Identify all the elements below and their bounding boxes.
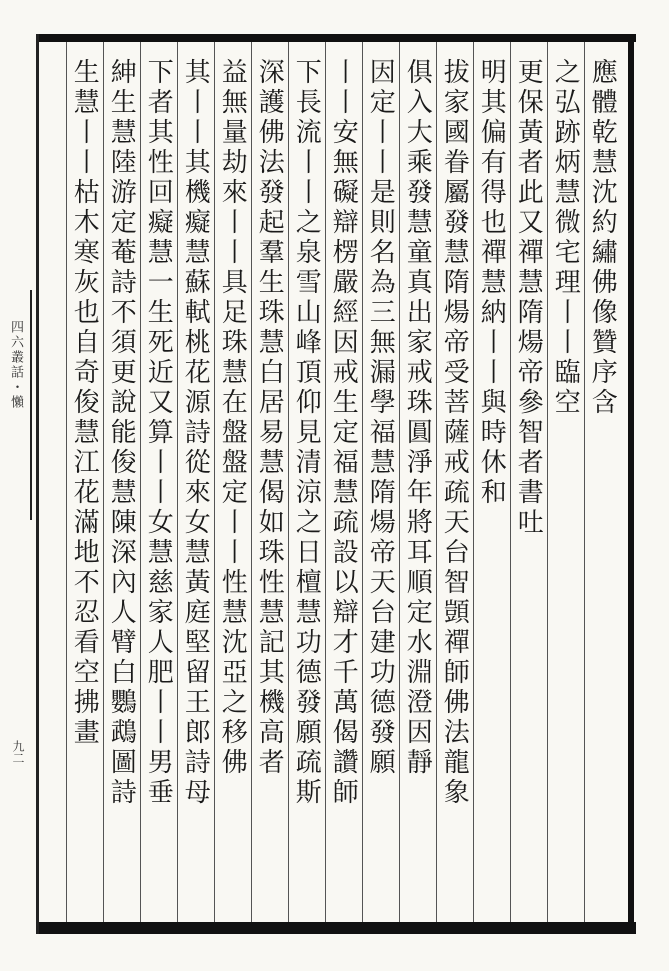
text-column: 拔家國眷屬發慧隋煬帝受菩薩戒疏天台智顗禪師佛法龍象: [439, 58, 470, 808]
text-column: 更保黃者此又禪慧隋煬帝參智者書吐: [513, 58, 544, 538]
text-column: 應體乾慧沈約繡佛像贊序含: [587, 58, 618, 418]
bottom-border: [36, 922, 636, 934]
text-column: 深護佛法發起羣生珠慧白居易慧偈如珠性慧記其機高者: [254, 58, 285, 778]
column-rule: [510, 42, 511, 922]
text-column: 俱入大乘發慧童真出家戒珠圓淨年將耳順定水淵澄因靜: [402, 58, 433, 778]
top-border: [36, 34, 636, 42]
column-rule: [473, 42, 474, 922]
text-column: 益無量劫來丨丨具足珠慧在盤盤定丨丨性慧沈亞之移佛: [217, 58, 248, 778]
column-rule: [214, 42, 215, 922]
text-column: 之弘跡炳慧微宅理丨丨臨空: [550, 58, 581, 418]
column-rule: [288, 42, 289, 922]
text-column: 因定丨丨是則名為三無漏學福慧隋煬帝天台建功德發願: [365, 58, 396, 778]
right-border: [628, 34, 634, 934]
column-rule: [325, 42, 326, 922]
text-column: 下者其性回癡慧一生死近又算丨丨女慧慈家人肥丨丨男垂: [143, 58, 174, 808]
edge-label: 四六叢話・懶: [8, 320, 23, 410]
column-rule: [436, 42, 437, 922]
text-column: 丨丨安無礙辯楞嚴經因戒生定福慧疏設以辯才千萬偈讚師: [328, 58, 359, 808]
column-rule: [251, 42, 252, 922]
text-column: 其丨丨其機癡慧蘇軾桃花源詩從來女慧黃庭堅留王郎詩母: [180, 58, 211, 808]
column-rule: [362, 42, 363, 922]
column-rule: [547, 42, 548, 922]
column-rule: [66, 42, 67, 922]
edge-page-number: 九二: [11, 740, 25, 764]
text-column: 生慧丨丨枯木寒灰也自奇俊慧江花滿地不忍看空拂畫: [69, 58, 100, 748]
text-column: 明其偏有得也禪慧納丨丨與時休和: [476, 58, 507, 508]
column-rule: [103, 42, 104, 922]
text-column: 下長流丨丨之泉雪山峰頂仰見清涼之日檀慧功德發願疏斯: [291, 58, 322, 808]
column-rule: [140, 42, 141, 922]
column-rule: [584, 42, 585, 922]
text-column: 紳生慧陸游定菴詩不須更說能俊慧陳深內人臂白鸚鵡圖詩: [106, 58, 137, 808]
column-rule: [177, 42, 178, 922]
left-border: [36, 34, 39, 934]
column-rule: [399, 42, 400, 922]
